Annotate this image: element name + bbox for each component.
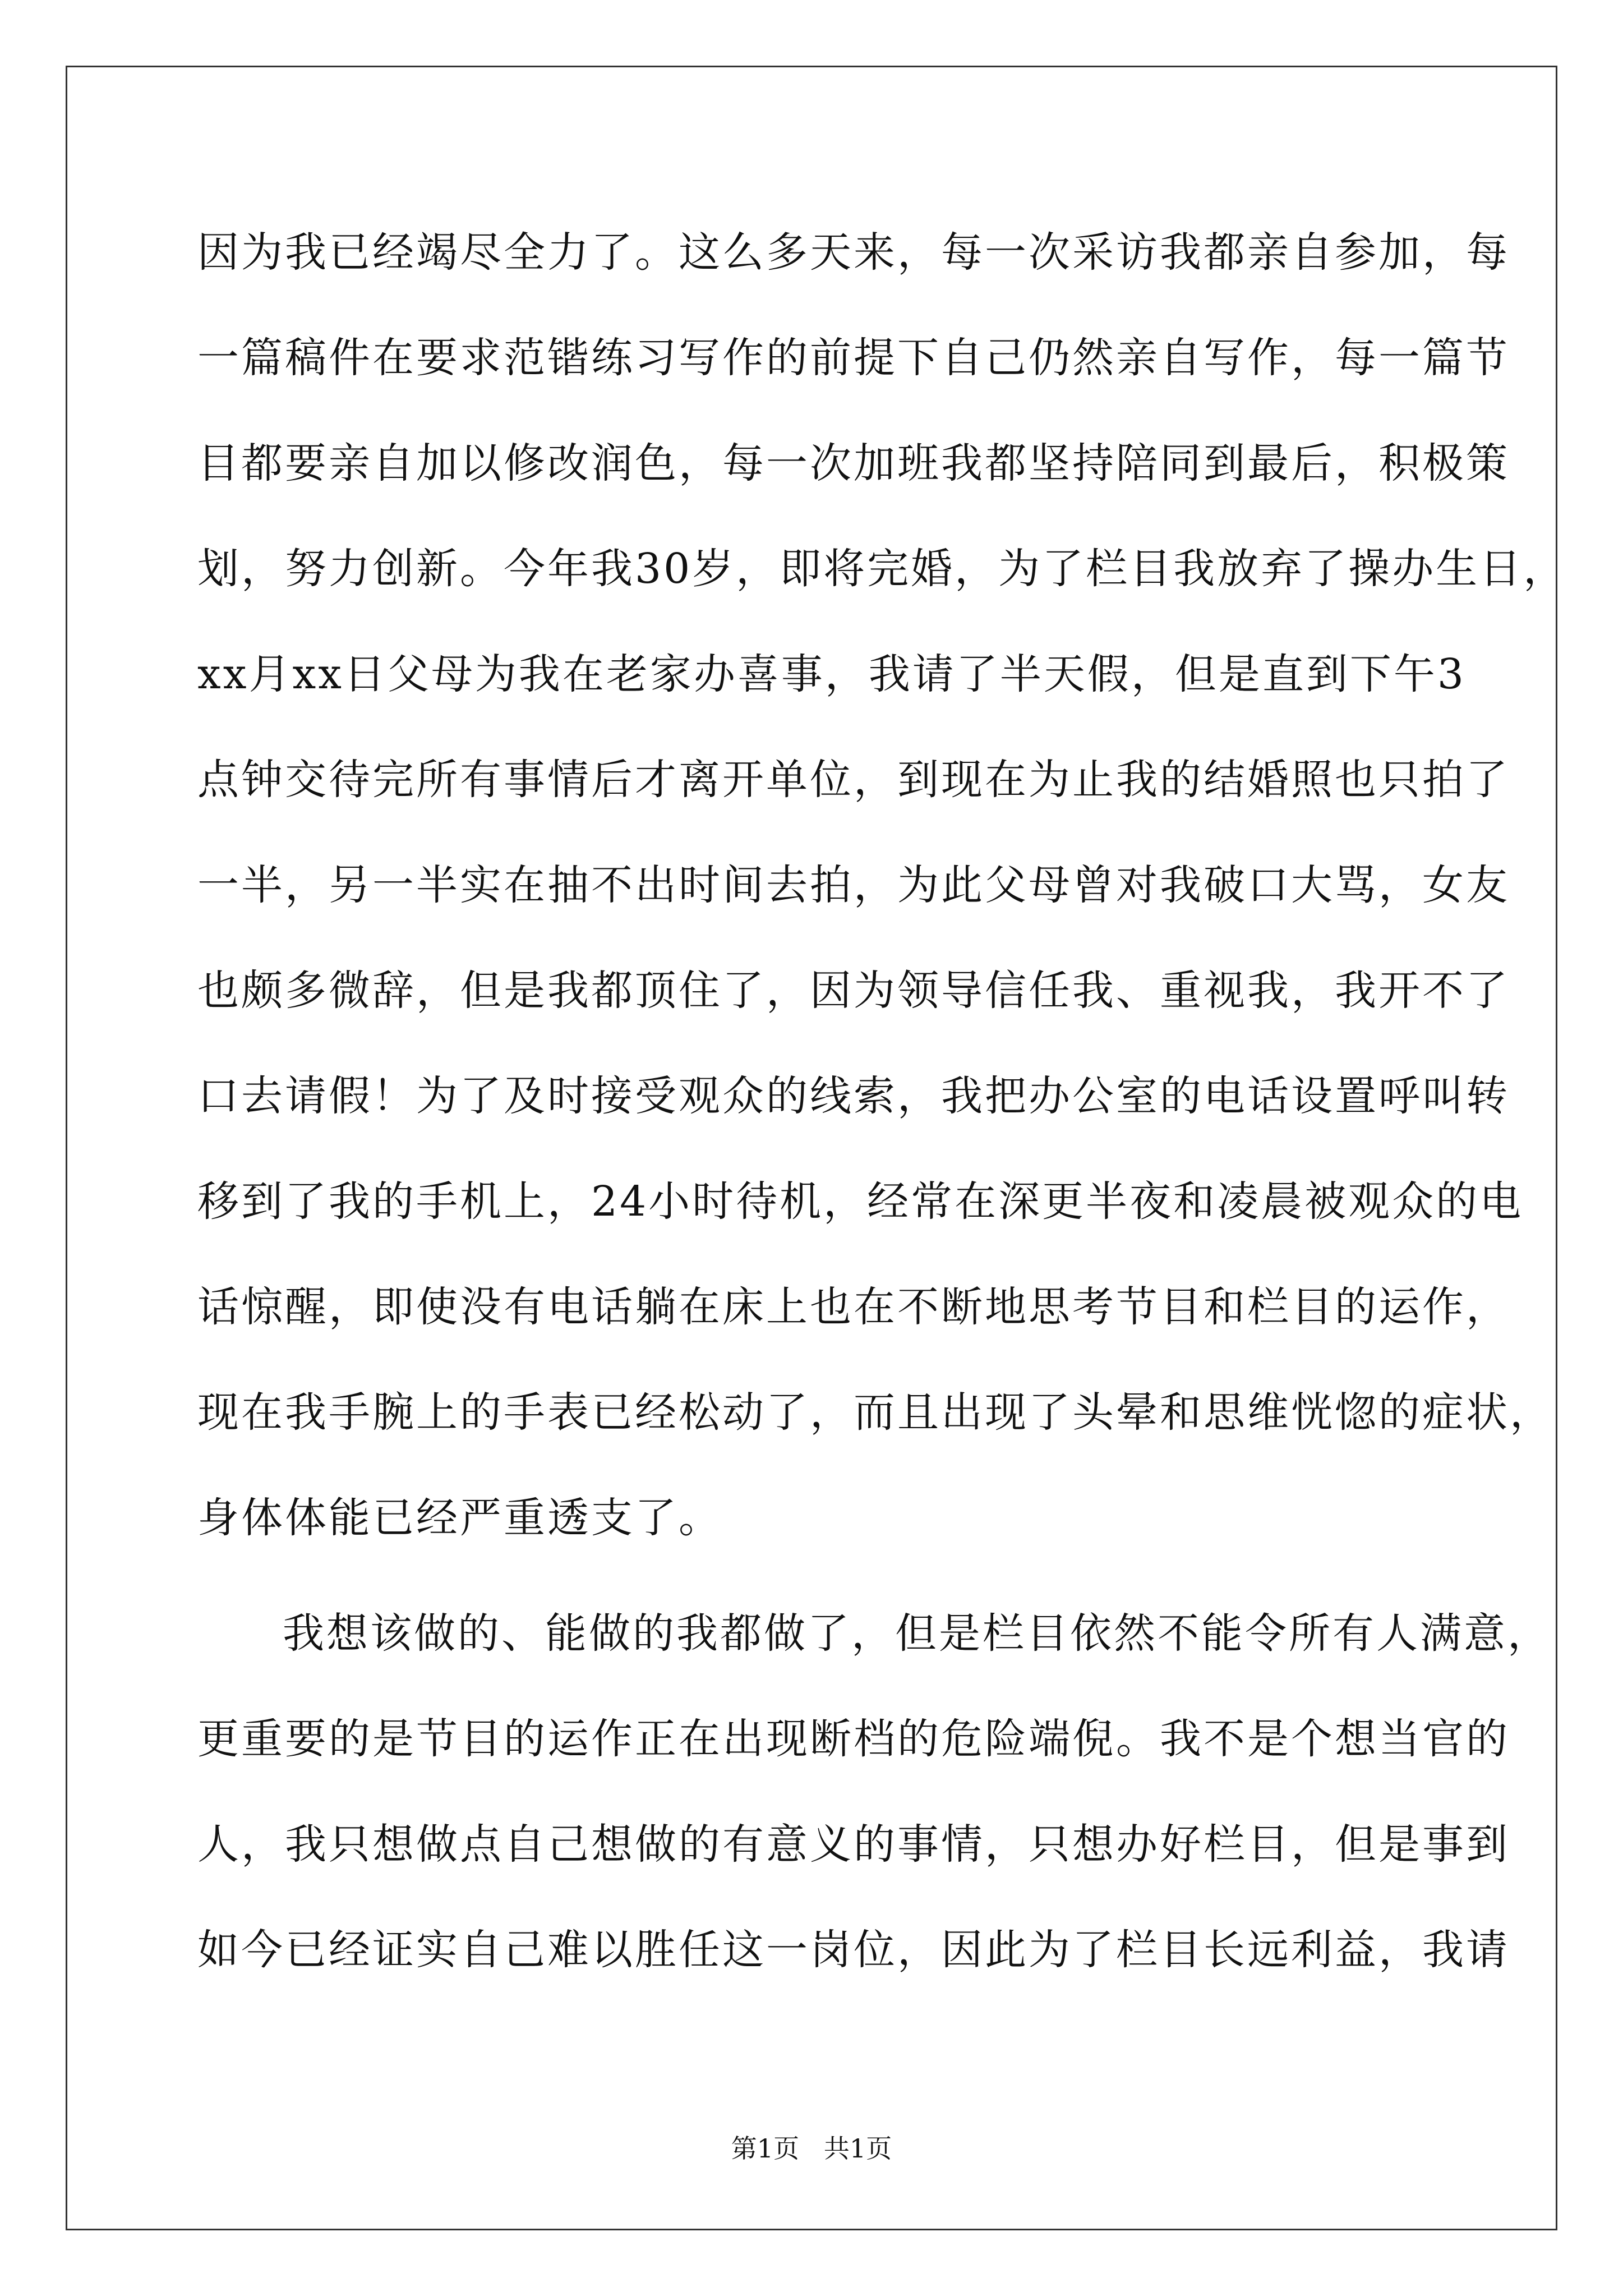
document-body [197,219,1567,2022]
text-line: 更重要的是节目的运作正在出现断档的危险端倪。我不是个想当官的 [197,1715,1510,1763]
text-line: 点钟交待完所有事情后才离开单位，到现在为止我的结婚照也只拍了 [197,756,1510,804]
text-line: 人，我只想做点自己想做的有意义的事情，只想办好栏目，但是事到 [197,1820,1510,1869]
text-line: 身体体能已经严重透支了。 [197,1494,722,1542]
text-line: xx月xx日父母为我在老家办喜事，我请了半天假，但是直到下午3 [197,650,1467,698]
text-line: 现在我手腕上的手表已经松动了，而且出现了头晕和思维恍惚的症状， [197,1388,1553,1437]
page-number: 第1页 共1页 [731,2133,892,2164]
text-line: 如今已经证实自己难以胜任这一岗位，因此为了栏目长远利益，我请 [197,1926,1510,1974]
text-line: 一篇稿件在要求范锴练习写作的前提下自己仍然亲自写作，每一篇节 [197,334,1510,382]
text-line: 也颇多微辞，但是我都顶住了，因为领导信任我、重视我，我开不了 [197,967,1510,1015]
text-line: 因为我已经竭尽全力了。这么多天来，每一次采访我都亲自参加，每 [197,228,1510,277]
text-line: 我想该做的、能做的我都做了，但是栏目依然不能令所有人满意， [283,1609,1551,1658]
text-line: 划，努力创新。今年我30岁，即将完婚，为了栏目我放弃了操办生日， [197,545,1567,593]
text-line: 口去请假！为了及时接受观众的线索，我把办公室的电话设置呼叫转 [197,1072,1510,1120]
text-line: 话惊醒，即使没有电话躺在床上也在不断地思考节目和栏目的运作， [197,1283,1510,1331]
text-line: 一半，另一半实在抽不出时间去拍，为此父母曾对我破口大骂，女友 [197,861,1510,909]
text-line: 移到了我的手机上，24小时待机，经常在深更半夜和凌晨被观众的电 [197,1177,1524,1226]
text-line: 目都要亲自加以修改润色，每一次加班我都坚持陪同到最后，积极策 [197,439,1510,487]
